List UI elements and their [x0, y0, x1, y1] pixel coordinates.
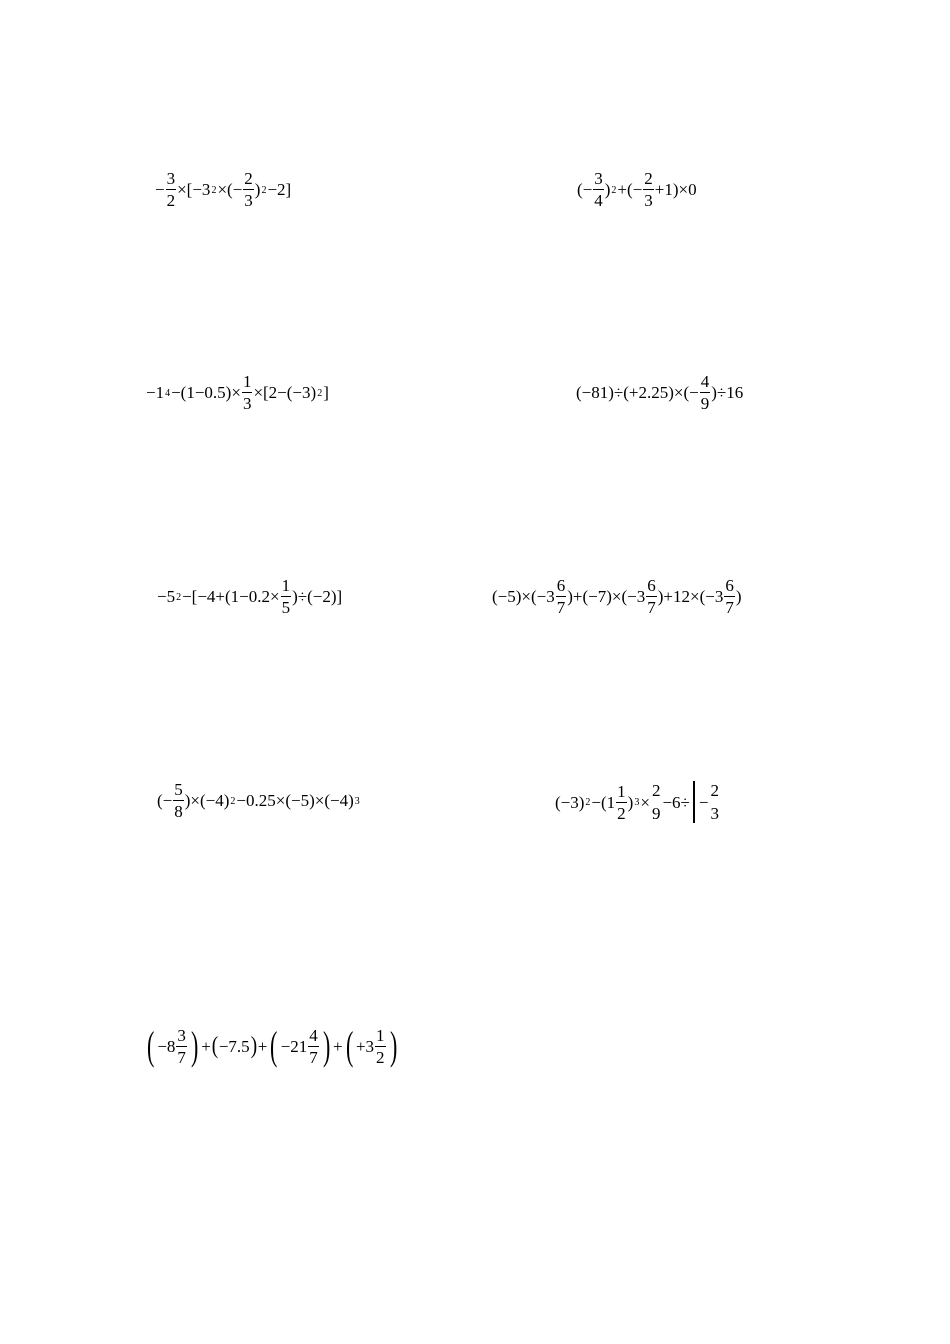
numerator: 2 [244, 169, 253, 188]
right-paren: ) [250, 1033, 257, 1059]
numerator: 1 [281, 576, 291, 595]
denominator: 7 [177, 1047, 186, 1067]
denominator: 3 [244, 191, 253, 210]
right-paren: ) [389, 1023, 397, 1068]
numerator: 2 [710, 781, 719, 800]
p1-part-f: −2] [267, 180, 292, 199]
p8-part-c: ) [627, 792, 634, 812]
fraction [281, 577, 292, 616]
absolute-value-bar [693, 781, 695, 823]
p3-part-a: −1 [146, 383, 165, 402]
denominator: 2 [617, 803, 626, 823]
exponent: 2 [261, 184, 267, 196]
denominator: 9 [651, 804, 661, 823]
plus-sign: + [333, 1036, 343, 1056]
exponent: 3 [354, 795, 360, 807]
numerator: 1 [376, 1025, 385, 1045]
p6-part-b: )+(−7)×(−3 [567, 587, 646, 606]
numerator: 3 [594, 169, 603, 188]
problem-7 [157, 781, 361, 820]
fraction [643, 170, 654, 209]
p9-part-b: −7.5 [218, 1036, 250, 1056]
p2-part-d: +1)×0 [654, 180, 697, 199]
denominator: 4 [594, 191, 603, 210]
p1-part-a: − [155, 180, 165, 199]
problem-6 [492, 577, 742, 616]
problem-3 [146, 373, 329, 412]
numerator: 6 [556, 576, 566, 595]
p1-part-c: ×(− [217, 180, 243, 199]
exponent: 2 [611, 184, 617, 196]
right-paren: ) [190, 1023, 199, 1068]
numerator: 1 [617, 781, 626, 801]
exponent: 4 [165, 387, 171, 399]
fraction [308, 1027, 319, 1066]
p8-part-d: × [640, 792, 650, 812]
p7-part-c: −0.25×(−5)×(−4) [236, 791, 354, 810]
problem-2 [577, 170, 697, 209]
denominator: 8 [174, 802, 183, 821]
fraction [709, 782, 720, 822]
fraction [556, 577, 567, 616]
problem-4 [576, 373, 743, 412]
numerator: 2 [644, 169, 653, 188]
fraction [616, 783, 627, 822]
numerator: 3 [177, 1025, 186, 1045]
numerator: 4 [309, 1025, 318, 1045]
p9-part-a: −8 [157, 1036, 176, 1056]
fraction [593, 170, 604, 209]
p3-part-c: ×[2−(−3) [253, 383, 317, 402]
denominator: 3 [644, 191, 653, 210]
exponent: 2 [317, 387, 323, 399]
p9-part-c: −21 [280, 1036, 308, 1056]
denominator: 3 [710, 804, 719, 823]
p1-part-b: ×[−3 [177, 180, 211, 199]
p8-part-b: −(1 [591, 792, 616, 812]
problem-5 [157, 577, 342, 616]
left-paren: ( [270, 1023, 278, 1068]
fraction [173, 781, 184, 820]
p5-part-a: −5 [157, 587, 176, 606]
p8-part-f: −6÷ [662, 792, 690, 812]
fraction [176, 1027, 187, 1066]
fraction [243, 170, 254, 209]
exponent: 2 [211, 184, 217, 196]
numerator: 3 [166, 169, 176, 188]
p2-part-c: +(− [617, 180, 643, 199]
right-paren: ) [322, 1023, 331, 1068]
exponent: 2 [230, 795, 236, 807]
fraction [375, 1027, 386, 1066]
problem-9 [144, 1023, 400, 1068]
p6-part-a: (−5)×(−3 [492, 587, 555, 606]
p2-part-b: ) [604, 180, 611, 199]
fraction [242, 373, 253, 412]
p6-part-c: )+12×(−3 [657, 587, 724, 606]
p4-part-b: )÷16 [711, 383, 744, 402]
numerator: 6 [647, 576, 656, 595]
p9-part-d: +3 [355, 1036, 375, 1056]
numerator: 6 [725, 576, 734, 595]
p2-part-a: (− [577, 180, 593, 199]
problem-8 [555, 781, 721, 823]
fraction [724, 577, 735, 616]
exponent: 2 [585, 797, 591, 808]
fraction [646, 577, 657, 616]
problem-1 [155, 170, 291, 209]
denominator: 9 [700, 394, 710, 413]
p3-part-b: −(1−0.5)× [171, 383, 241, 402]
p6-part-d: ) [735, 587, 742, 606]
left-paren: ( [211, 1033, 219, 1059]
denominator: 7 [556, 598, 566, 617]
plus-sign: + [257, 1036, 268, 1056]
denominator: 2 [376, 1047, 385, 1067]
denominator: 3 [242, 394, 252, 413]
left-paren: ( [146, 1023, 155, 1068]
fraction [700, 373, 711, 412]
p5-part-b: −[−4+(1−0.2× [182, 587, 280, 606]
denominator: 7 [647, 598, 656, 617]
denominator: 5 [281, 598, 291, 617]
fraction [166, 170, 177, 209]
p8-part-g: − [698, 792, 709, 812]
p7-part-b: )×(−4) [184, 791, 230, 810]
p5-part-c: )÷(−2)] [292, 587, 343, 606]
denominator: 2 [166, 191, 176, 210]
plus-sign: + [201, 1036, 211, 1056]
fraction [651, 782, 662, 822]
numerator: 5 [174, 780, 183, 799]
denominator: 7 [725, 598, 734, 617]
p1-part-d: ) [254, 180, 261, 199]
denominator: 7 [309, 1047, 318, 1067]
numerator: 4 [700, 372, 710, 391]
numerator: 1 [242, 372, 252, 391]
numerator: 2 [651, 781, 661, 800]
p3-part-d: ] [323, 383, 329, 402]
p4-part-a: (−81)÷(+2.25)×(− [576, 383, 699, 402]
exponent: 2 [176, 591, 182, 603]
p7-part-a: (− [157, 791, 173, 810]
exponent: 3 [634, 797, 640, 808]
p8-part-a: (−3) [555, 792, 585, 812]
left-paren: ( [345, 1023, 353, 1068]
